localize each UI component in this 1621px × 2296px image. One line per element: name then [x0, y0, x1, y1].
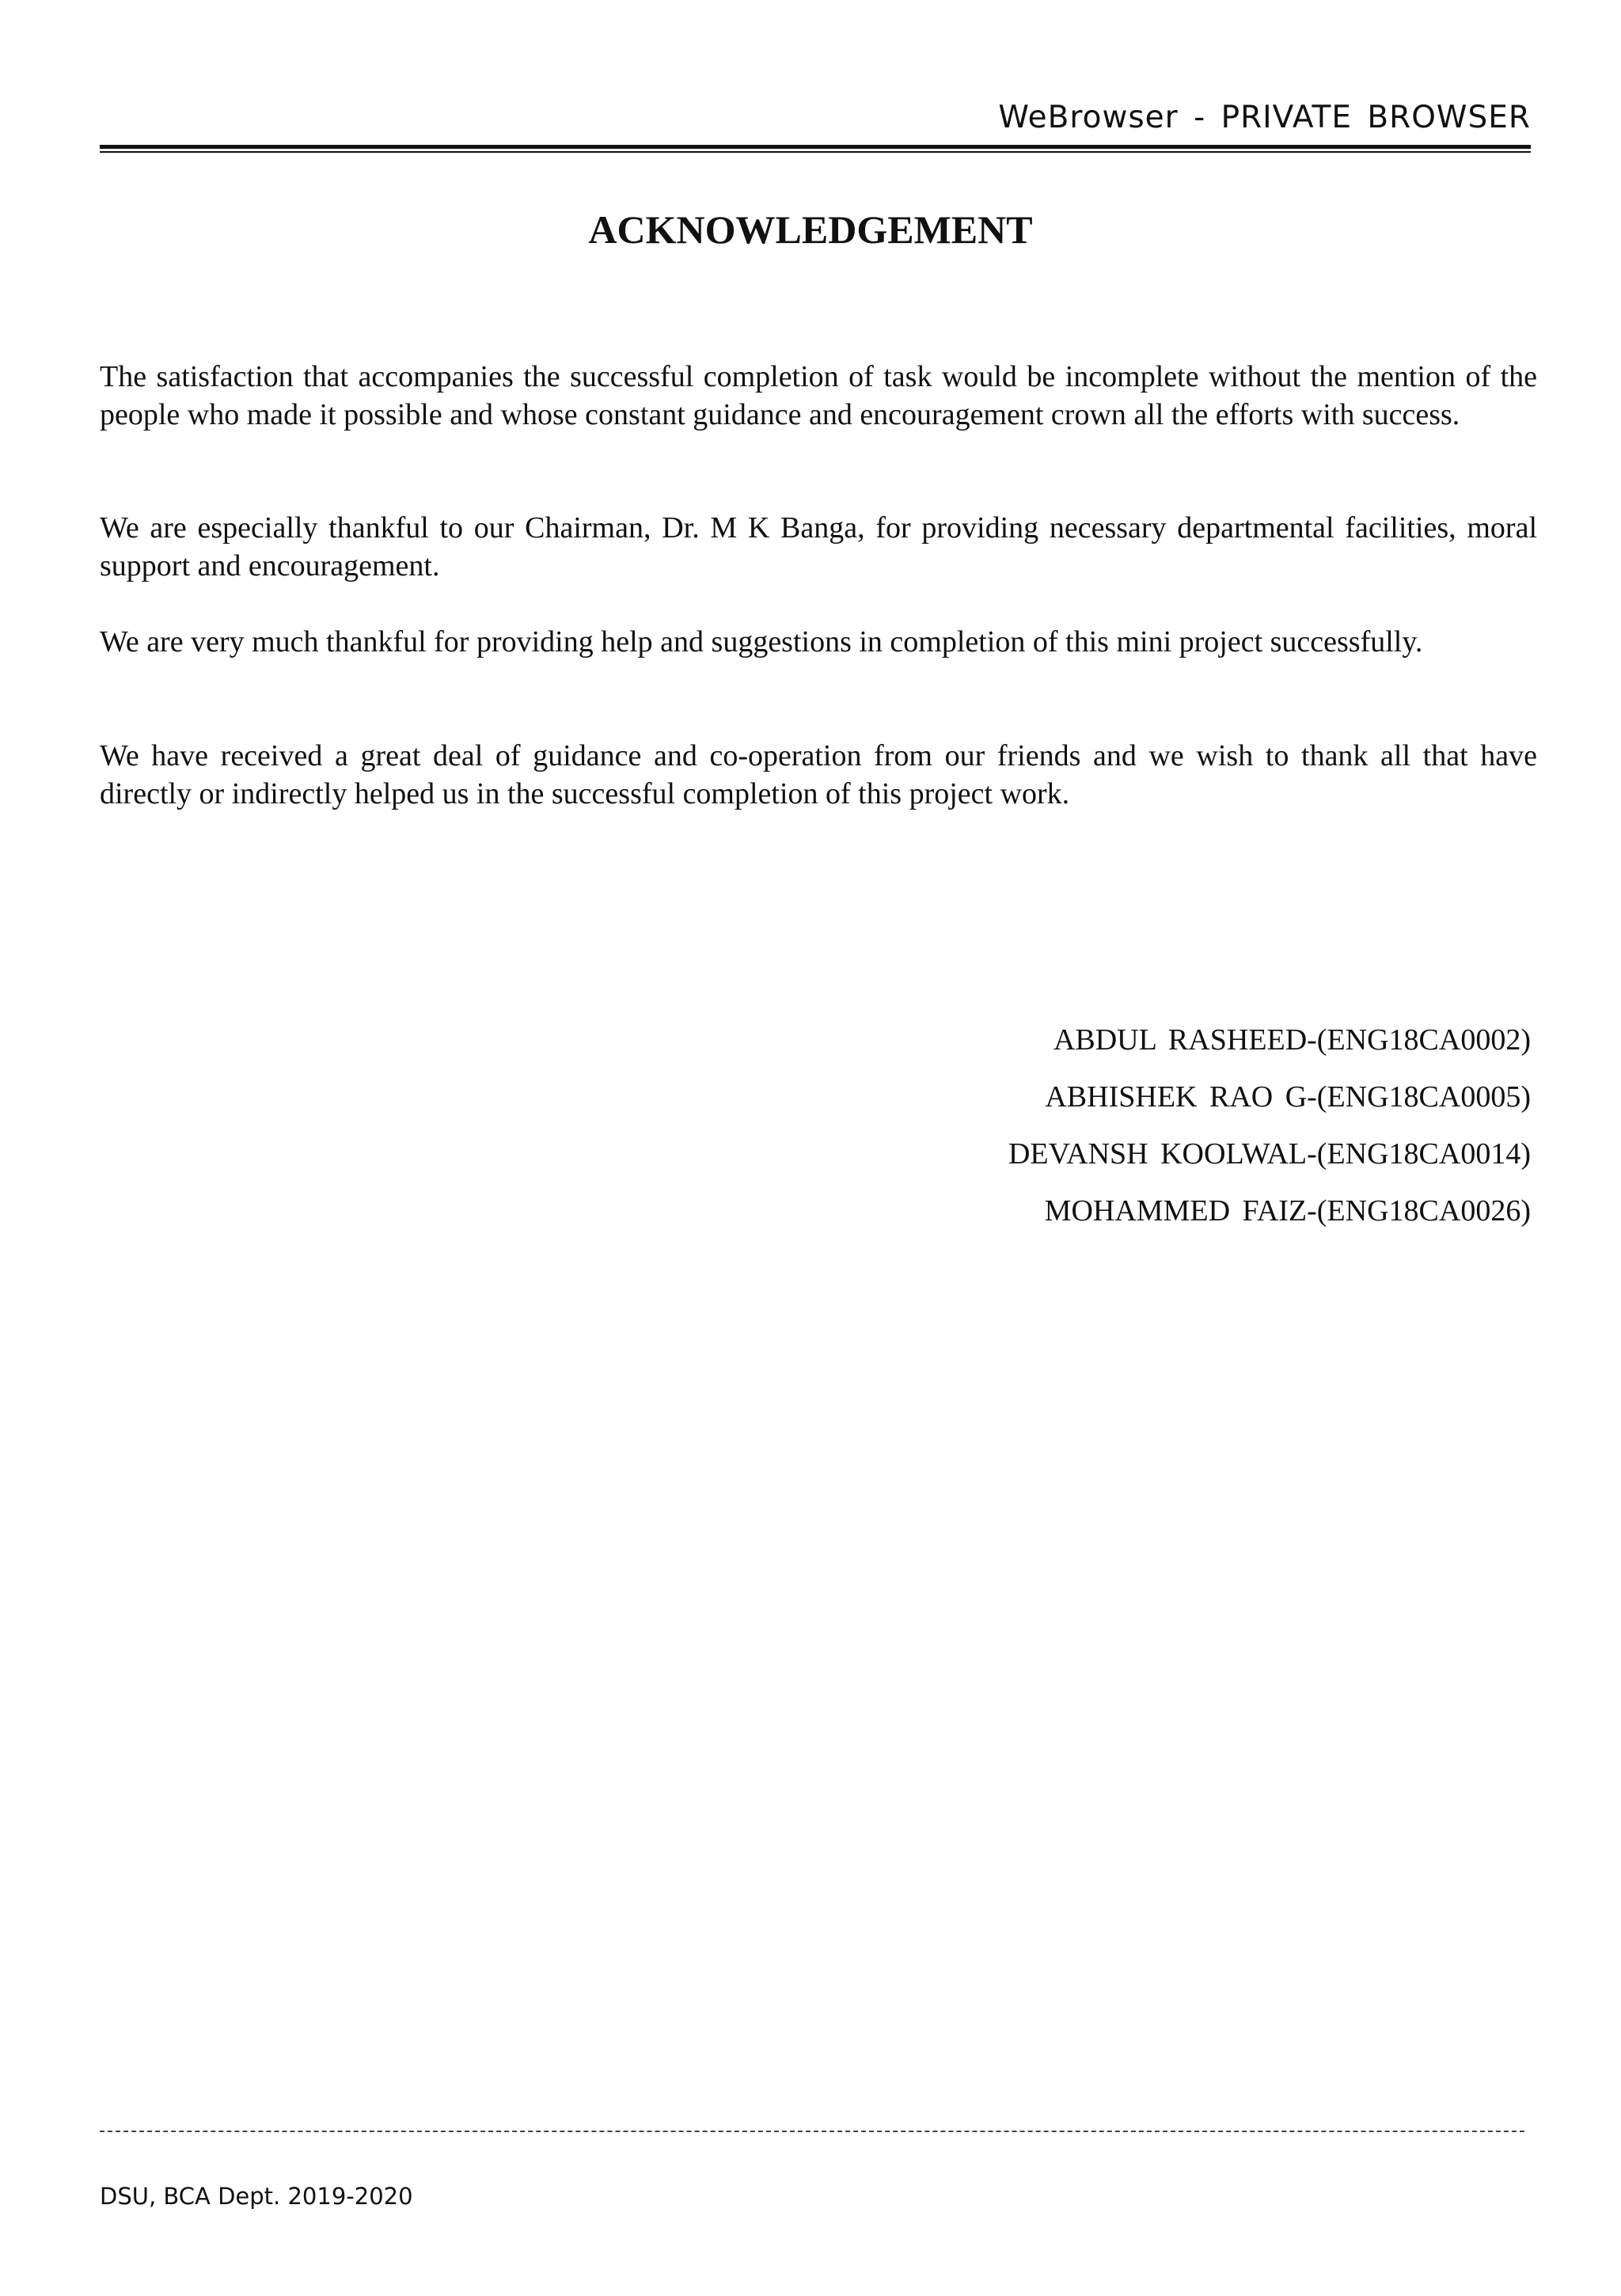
signatory-name: ABHISHEK RAO G-(ENG18CA0005): [1045, 1080, 1531, 1114]
paragraph-chairman: We are especially thankful to our Chairman, Dr. M K Banga, for providing necessary departmental facilities, moral support and encouragement.: [100, 511, 1537, 583]
signatory-name: ABDUL RASHEED-(ENG18CA0002): [1053, 1023, 1531, 1057]
footer-divider: [100, 2131, 1524, 2132]
signatory-list: [1008, 1021, 1531, 1249]
footer-text: DSU, BCA Dept. 2019-2020: [100, 2183, 413, 2210]
header-title: WeBrowser - PRIVATE BROWSER: [998, 100, 1531, 135]
signatory-name: DEVANSH KOOLWAL-(ENG18CA0014): [1008, 1137, 1531, 1171]
paragraph-satisfaction: The satisfaction that accompanies the successful completion of task would be incomplete without the mention of the people who made it possible and whose constant guidance and encouragement crown all the efforts with success.: [100, 360, 1537, 431]
page-title: ACKNOWLEDGEMENT: [588, 207, 1033, 252]
header-divider: [100, 145, 1531, 153]
paragraph-friends: We have received a great deal of guidance and co-operation from our friends and we wish to thank all that have directly or indirectly helped us in the successful completion of this project work.: [100, 739, 1537, 810]
signatory-name: MOHAMMED FAIZ-(ENG18CA0026): [1044, 1194, 1531, 1228]
paragraph-help: We are very much thankful for providing help and suggestions in completion of this mini project successfully.: [100, 625, 1423, 658]
